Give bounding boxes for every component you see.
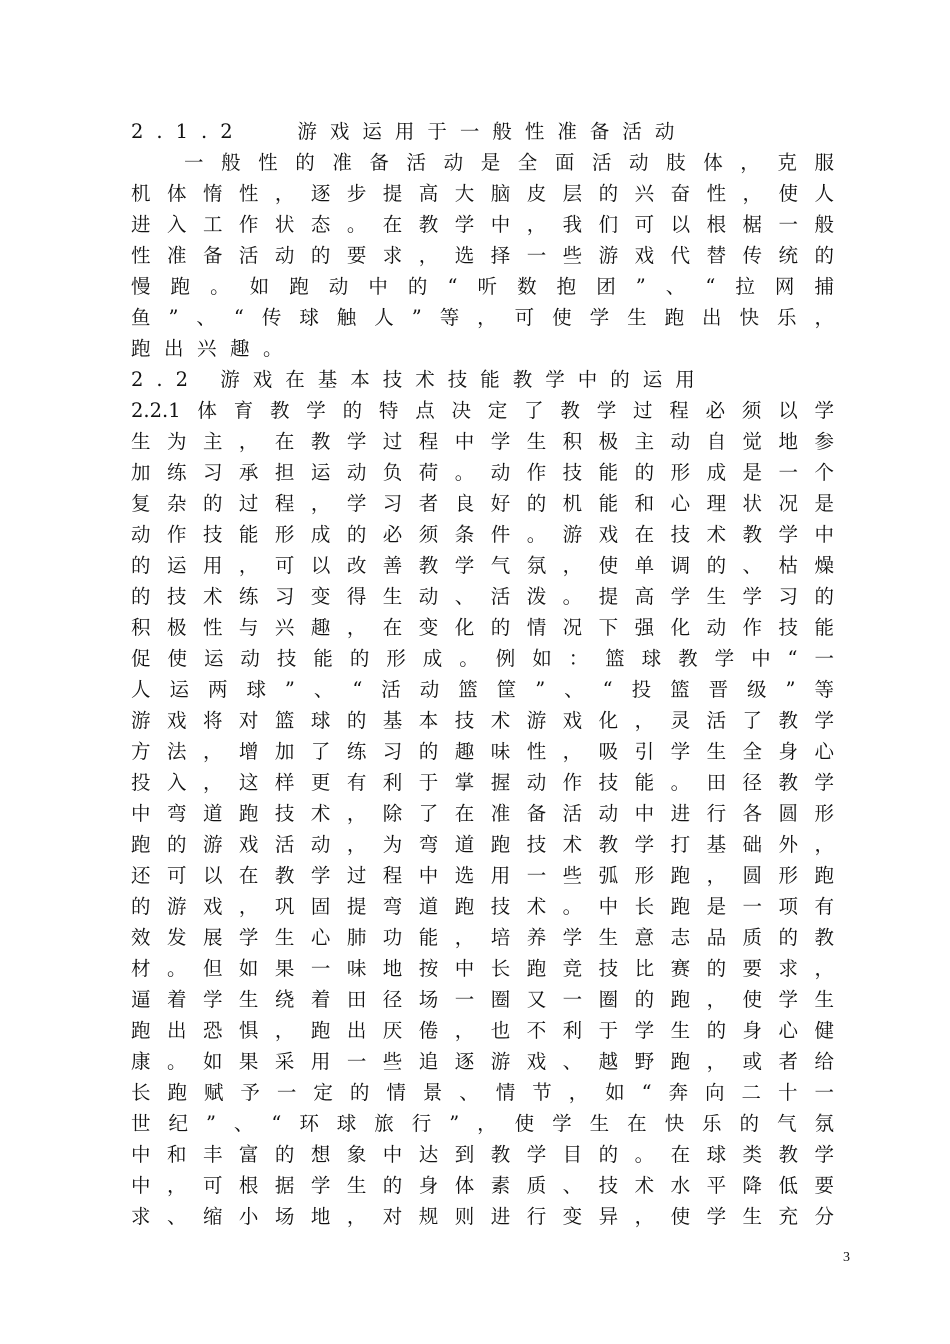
paragraph-line: 还可以在教学过程中选用一些弧形跑，圆形跑 — [131, 864, 834, 887]
paragraph-line: 方法，增加了练习的趣味性，吸引学生全身心 — [131, 740, 834, 763]
paragraph-line: 中弯道跑技术，除了在准备活动中进行各圆形 — [131, 802, 834, 825]
paragraph-line: 动作技能形成的必须条件。游戏在技术教学中 — [131, 523, 834, 546]
paragraph-line: 世纪”、“环球旅行”，使学生在快乐的气氛 — [131, 1112, 834, 1135]
paragraph-line: 一般性的准备活动是全面活动肢体，克服 — [184, 151, 834, 174]
paragraph-line: 加练习承担运动负荷。动作技能的形成是一个 — [131, 461, 834, 484]
paragraph-line-last: 跑出兴趣。 — [131, 337, 297, 360]
paragraph-line: 机体惰性，逐步提高大脑皮层的兴奋性，使人 — [131, 182, 834, 205]
page-number: 3 — [843, 1250, 850, 1265]
paragraph-line: 生为主，在教学过程中学生积极主动自觉地参 — [131, 430, 834, 453]
paragraph-line: 慢跑。如跑动中的“听数抱团”、“拉网捕 — [131, 275, 834, 298]
paragraph-line: 跑出恐惧，跑出厌倦，也不利于学生的身心健 — [131, 1019, 834, 1042]
paragraph-line: 积极性与兴趣，在变化的情况下强化动作技能 — [131, 616, 834, 639]
paragraph-line: 性准备活动的要求，选择一些游戏代替传统的 — [131, 244, 834, 267]
paragraph-line: 复杂的过程，学习者良好的机能和心理状况是 — [131, 492, 834, 515]
paragraph-line: 2.2.1体育教学的特点决定了教学过程必须以学 — [131, 399, 834, 422]
paragraph-line: 中，可根据学生的身体素质、技术水平降低要 — [131, 1174, 834, 1197]
paragraph-line: 跑的游戏活动，为弯道跑技术教学打基础外， — [131, 833, 834, 856]
paragraph-line: 康。如果采用一些追逐游戏、越野跑，或者给 — [131, 1050, 834, 1073]
paragraph-line: 人运两球”、“活动篮筐”、“投篮晋级”等 — [131, 678, 834, 701]
paragraph-line: 的游戏，巩固提弯道跑技术。中长跑是一项有 — [131, 895, 834, 918]
paragraph-line: 促使运动技能的形成。例如：篮球教学中“一 — [131, 647, 834, 670]
paragraph-line: 逼着学生绕着田径场一圈又一圈的跑，使学生 — [131, 988, 834, 1011]
section-heading-2-1-2: 2.1.2 游戏运用于一般性准备活动 — [131, 120, 688, 143]
paragraph-line: 投入，这样更有利于掌握动作技能。田径教学 — [131, 771, 834, 794]
section-heading-2-2: 2.2 游戏在基本技术技能教学中的运用 — [131, 368, 708, 391]
paragraph-line: 长跑赋予一定的情景、情节，如“奔向二十一 — [131, 1081, 834, 1104]
paragraph-line: 鱼”、“传球触人”等，可使学生跑出快乐， — [131, 306, 834, 329]
paragraph-line: 游戏将对篮球的基本技术游戏化，灵活了教学 — [131, 709, 834, 732]
paragraph-line: 效发展学生心肺功能，培养学生意志品质的教 — [131, 926, 834, 949]
paragraph-line: 材。但如果一味地按中长跑竞技比赛的要求， — [131, 957, 834, 980]
paragraph-line: 的运用，可以改善教学气氛，使单调的、枯燥 — [131, 554, 834, 577]
paragraph-line: 进入工作状态。在教学中，我们可以根椐一般 — [131, 213, 834, 236]
document-body — [131, 116, 834, 1232]
paragraph-line: 中和丰富的想象中达到教学目的。在球类教学 — [131, 1143, 834, 1166]
paragraph-line: 求、缩小场地，对规则进行变异，使学生充分 — [131, 1205, 834, 1228]
paragraph-line: 的技术练习变得生动、活泼。提高学生学习的 — [131, 585, 834, 608]
